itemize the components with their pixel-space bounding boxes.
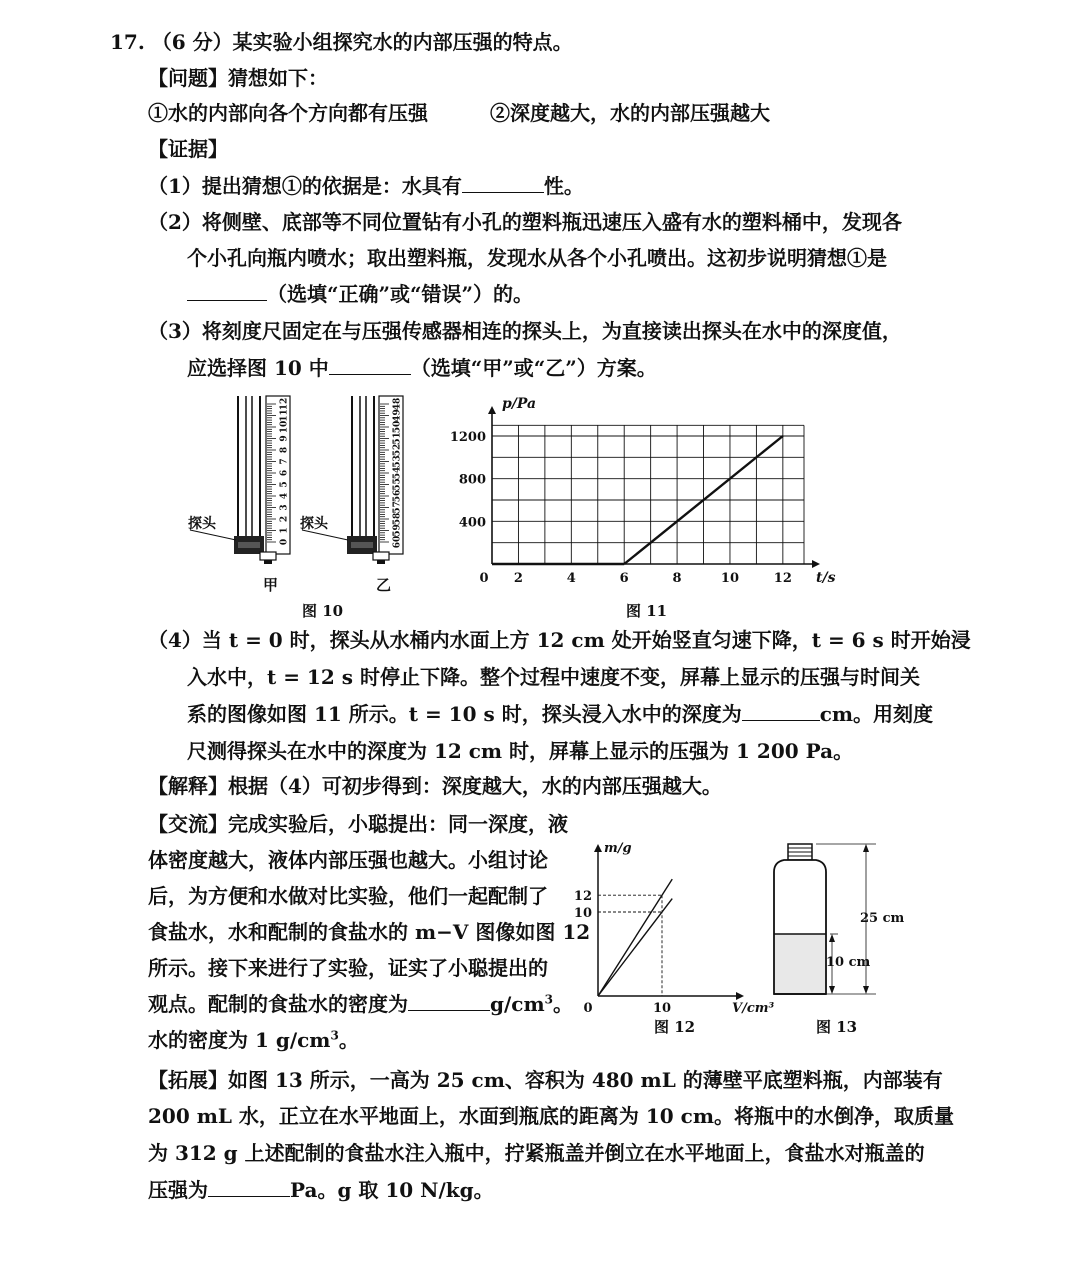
y-tick-label: 10 bbox=[573, 906, 592, 921]
ruler-label-yi: 51 bbox=[392, 432, 403, 445]
x-tick-label: 2 bbox=[513, 571, 523, 586]
mv-line-2 bbox=[598, 899, 672, 996]
exchange-line-2: 体密度越大，液体内部压强也越大。小组讨论 bbox=[148, 848, 548, 872]
answer-blank-2[interactable] bbox=[187, 282, 267, 301]
q4-line-1: （4）当 t = 0 时，探头从水桶内水面上方 12 cm 处开始竖直匀速下降，t = 6 s 时开始浸 bbox=[148, 628, 971, 652]
figure-11-ylabel: p/Pa bbox=[502, 396, 537, 412]
x-tick-label: 6 bbox=[619, 571, 629, 586]
problem-label: 【问题】猜想如下： bbox=[148, 66, 328, 90]
figure-12-xlabel: V/cm³ bbox=[732, 1001, 775, 1016]
ruler-label-yi: 60 bbox=[392, 535, 403, 549]
ruler-label-yi: 53 bbox=[392, 455, 403, 468]
exchange-line-5: 所示。接下来进行了实验，证实了小聪提出的 bbox=[148, 956, 548, 980]
x-tick-label: 10 bbox=[652, 1001, 672, 1016]
y-tick-label: 12 bbox=[573, 889, 592, 905]
y-axis-arrow bbox=[594, 844, 602, 852]
x-tick-label: 12 bbox=[773, 571, 792, 586]
figure-13-bottle bbox=[766, 836, 906, 1016]
extension-line-1: 【拓展】如图 13 所示，一高为 25 cm、容积为 480 mL 的薄壁平底塑料瓶，内部装有 bbox=[148, 1068, 943, 1092]
answer-blank-4[interactable] bbox=[742, 702, 820, 721]
extension-line-3: 为 312 g 上述配制的食盐水注入瓶中，拧紧瓶盖并倒立在水平地面上，食盐水对瓶盖的 bbox=[148, 1141, 925, 1165]
exchange-line-4: 食盐水，水和配制的食盐水的 m−V 图像如图 12 bbox=[148, 920, 591, 944]
y-tick-label: 1200 bbox=[449, 430, 486, 445]
ruler-label-jia: 6 bbox=[279, 469, 290, 477]
figure-11-xlabel: t/s bbox=[816, 570, 836, 586]
ruler-label-yi: 56 bbox=[392, 489, 403, 503]
question-title: 17. （6 分）某实验小组探究水的内部压强的特点。 bbox=[110, 30, 573, 54]
answer-blank-6[interactable] bbox=[208, 1178, 290, 1197]
figure-11-chart bbox=[440, 392, 840, 592]
ruler-label-jia: 11 bbox=[279, 409, 290, 422]
figure-11-caption: 图 11 bbox=[626, 602, 668, 620]
explain-line: 【解释】根据（4）可初步得到：深度越大，水的内部压强越大。 bbox=[148, 774, 722, 798]
ruler-label-yi: 54 bbox=[392, 466, 403, 480]
ruler-label-jia: 10 bbox=[279, 420, 290, 434]
x-tick-label: 8 bbox=[672, 571, 682, 586]
x-tick-label: 0 bbox=[583, 1001, 593, 1016]
q2-line-1: （2）将侧壁、底部等不同位置钻有小孔的塑料瓶迅速压入盛有水的塑料桶中，发现各 bbox=[148, 210, 902, 234]
ruler-label-yi: 55 bbox=[392, 478, 403, 491]
dim-water-label: 10 cm bbox=[826, 955, 871, 970]
x-tick-label: 4 bbox=[566, 571, 576, 586]
ruler-label-jia: 4 bbox=[279, 492, 290, 500]
probe-label-jia: 探头 bbox=[188, 516, 216, 532]
ruler-label-jia: 5 bbox=[279, 481, 290, 488]
guess-2: ②深度越大，水的内部压强越大 bbox=[490, 101, 770, 125]
ruler-label-yi: 48 bbox=[392, 397, 403, 411]
q1-line: （1）提出猜想①的依据是：水具有 性。 bbox=[148, 174, 584, 198]
label-jia: 甲 bbox=[263, 576, 279, 594]
answer-blank-3[interactable] bbox=[329, 356, 411, 375]
ruler-label-yi: 52 bbox=[392, 443, 403, 457]
extension-line-2: 200 mL 水，正立在水平地面上，水面到瓶底的距离为 10 cm。将瓶中的水倒净，取质量 bbox=[148, 1104, 954, 1128]
x-tick-label: 10 bbox=[720, 571, 740, 586]
mv-line-1 bbox=[598, 879, 672, 996]
q3-line-1: （3）将刻度尺固定在与压强传感器相连的探头上，为直接读出探头在水中的深度值， bbox=[148, 319, 902, 343]
exchange-line-7: 水的密度为 1 $g/cm^3$。 bbox=[148, 1028, 359, 1052]
ruler-label-jia: 12 bbox=[279, 397, 290, 411]
extension-line-4: 压强为 Pa。g 取 10 N/kg。 bbox=[148, 1178, 494, 1202]
exchange-line-6: 观点。配制的食盐水的密度为 $g/cm^3$。 bbox=[148, 992, 573, 1016]
q4-line-2: 入水中，t = 12 s 时停止下降。整个过程中速度不变，屏幕上显示的压强与时间关 bbox=[187, 665, 920, 689]
figure-12-chart bbox=[572, 836, 775, 1016]
ruler-label-yi: 59 bbox=[392, 524, 403, 537]
x-axis-arrow bbox=[736, 992, 744, 1000]
q4-line-4: 尺测得探头在水中的深度为 12 cm 时，屏幕上显示的压强为 1 200 Pa。 bbox=[187, 739, 854, 763]
ruler-label-jia: 9 bbox=[279, 435, 290, 442]
q3-line-2: 应选择图 10 中 （选填“甲”或“乙”）方案。 bbox=[187, 356, 657, 380]
evidence-label: 【证据】 bbox=[148, 137, 228, 161]
guess-1: ①水的内部向各个方向都有压强 bbox=[148, 101, 428, 125]
answer-blank-5[interactable] bbox=[408, 992, 490, 1011]
figure-12-ylabel: m/g bbox=[604, 841, 632, 856]
y-tick-label: 400 bbox=[458, 515, 486, 531]
ruler-label-yi: 58 bbox=[392, 512, 403, 526]
label-yi: 乙 bbox=[376, 576, 392, 594]
ruler-label-jia: 7 bbox=[279, 458, 290, 465]
dim-total-label: 25 cm bbox=[860, 911, 905, 926]
figure-10 bbox=[180, 392, 420, 592]
x-tick-label: 0 bbox=[479, 571, 489, 586]
ruler-label-jia: 8 bbox=[279, 446, 290, 454]
ruler-label-yi: 57 bbox=[392, 501, 403, 514]
exchange-line-3: 后，为方便和水做对比实验，他们一起配制了 bbox=[148, 884, 548, 908]
q4-line-3: 系的图像如图 11 所示。t = 10 s 时，探头浸入水中的深度为 cm。用刻度 bbox=[187, 702, 934, 726]
ruler-label-jia: 3 bbox=[279, 504, 290, 511]
figure-10-caption: 图 10 bbox=[302, 602, 344, 620]
x-axis-arrow bbox=[812, 560, 820, 568]
probe-label-yi: 探头 bbox=[300, 516, 328, 532]
answer-blank-1[interactable] bbox=[462, 174, 544, 193]
ruler-label-jia: 1 bbox=[279, 527, 290, 534]
y-tick-label: 800 bbox=[458, 472, 486, 488]
y-axis-arrow bbox=[488, 406, 496, 414]
q2-line-3: （选填“正确”或“错误”）的。 bbox=[187, 282, 533, 306]
figure-12-caption: 图 12 bbox=[654, 1018, 696, 1036]
ruler-label-yi: 50 bbox=[392, 420, 403, 434]
ruler-label-yi: 49 bbox=[392, 409, 403, 422]
q2-line-2: 个小孔向瓶内喷水；取出塑料瓶，发现水从各个小孔喷出。这初步说明猜想①是 bbox=[187, 246, 887, 270]
ruler-label-jia: 0 bbox=[279, 538, 290, 546]
ruler-label-jia: 2 bbox=[279, 515, 290, 523]
figure-13-caption: 图 13 bbox=[816, 1018, 858, 1036]
exchange-line-1: 【交流】完成实验后，小聪提出：同一深度，液 bbox=[148, 812, 568, 836]
